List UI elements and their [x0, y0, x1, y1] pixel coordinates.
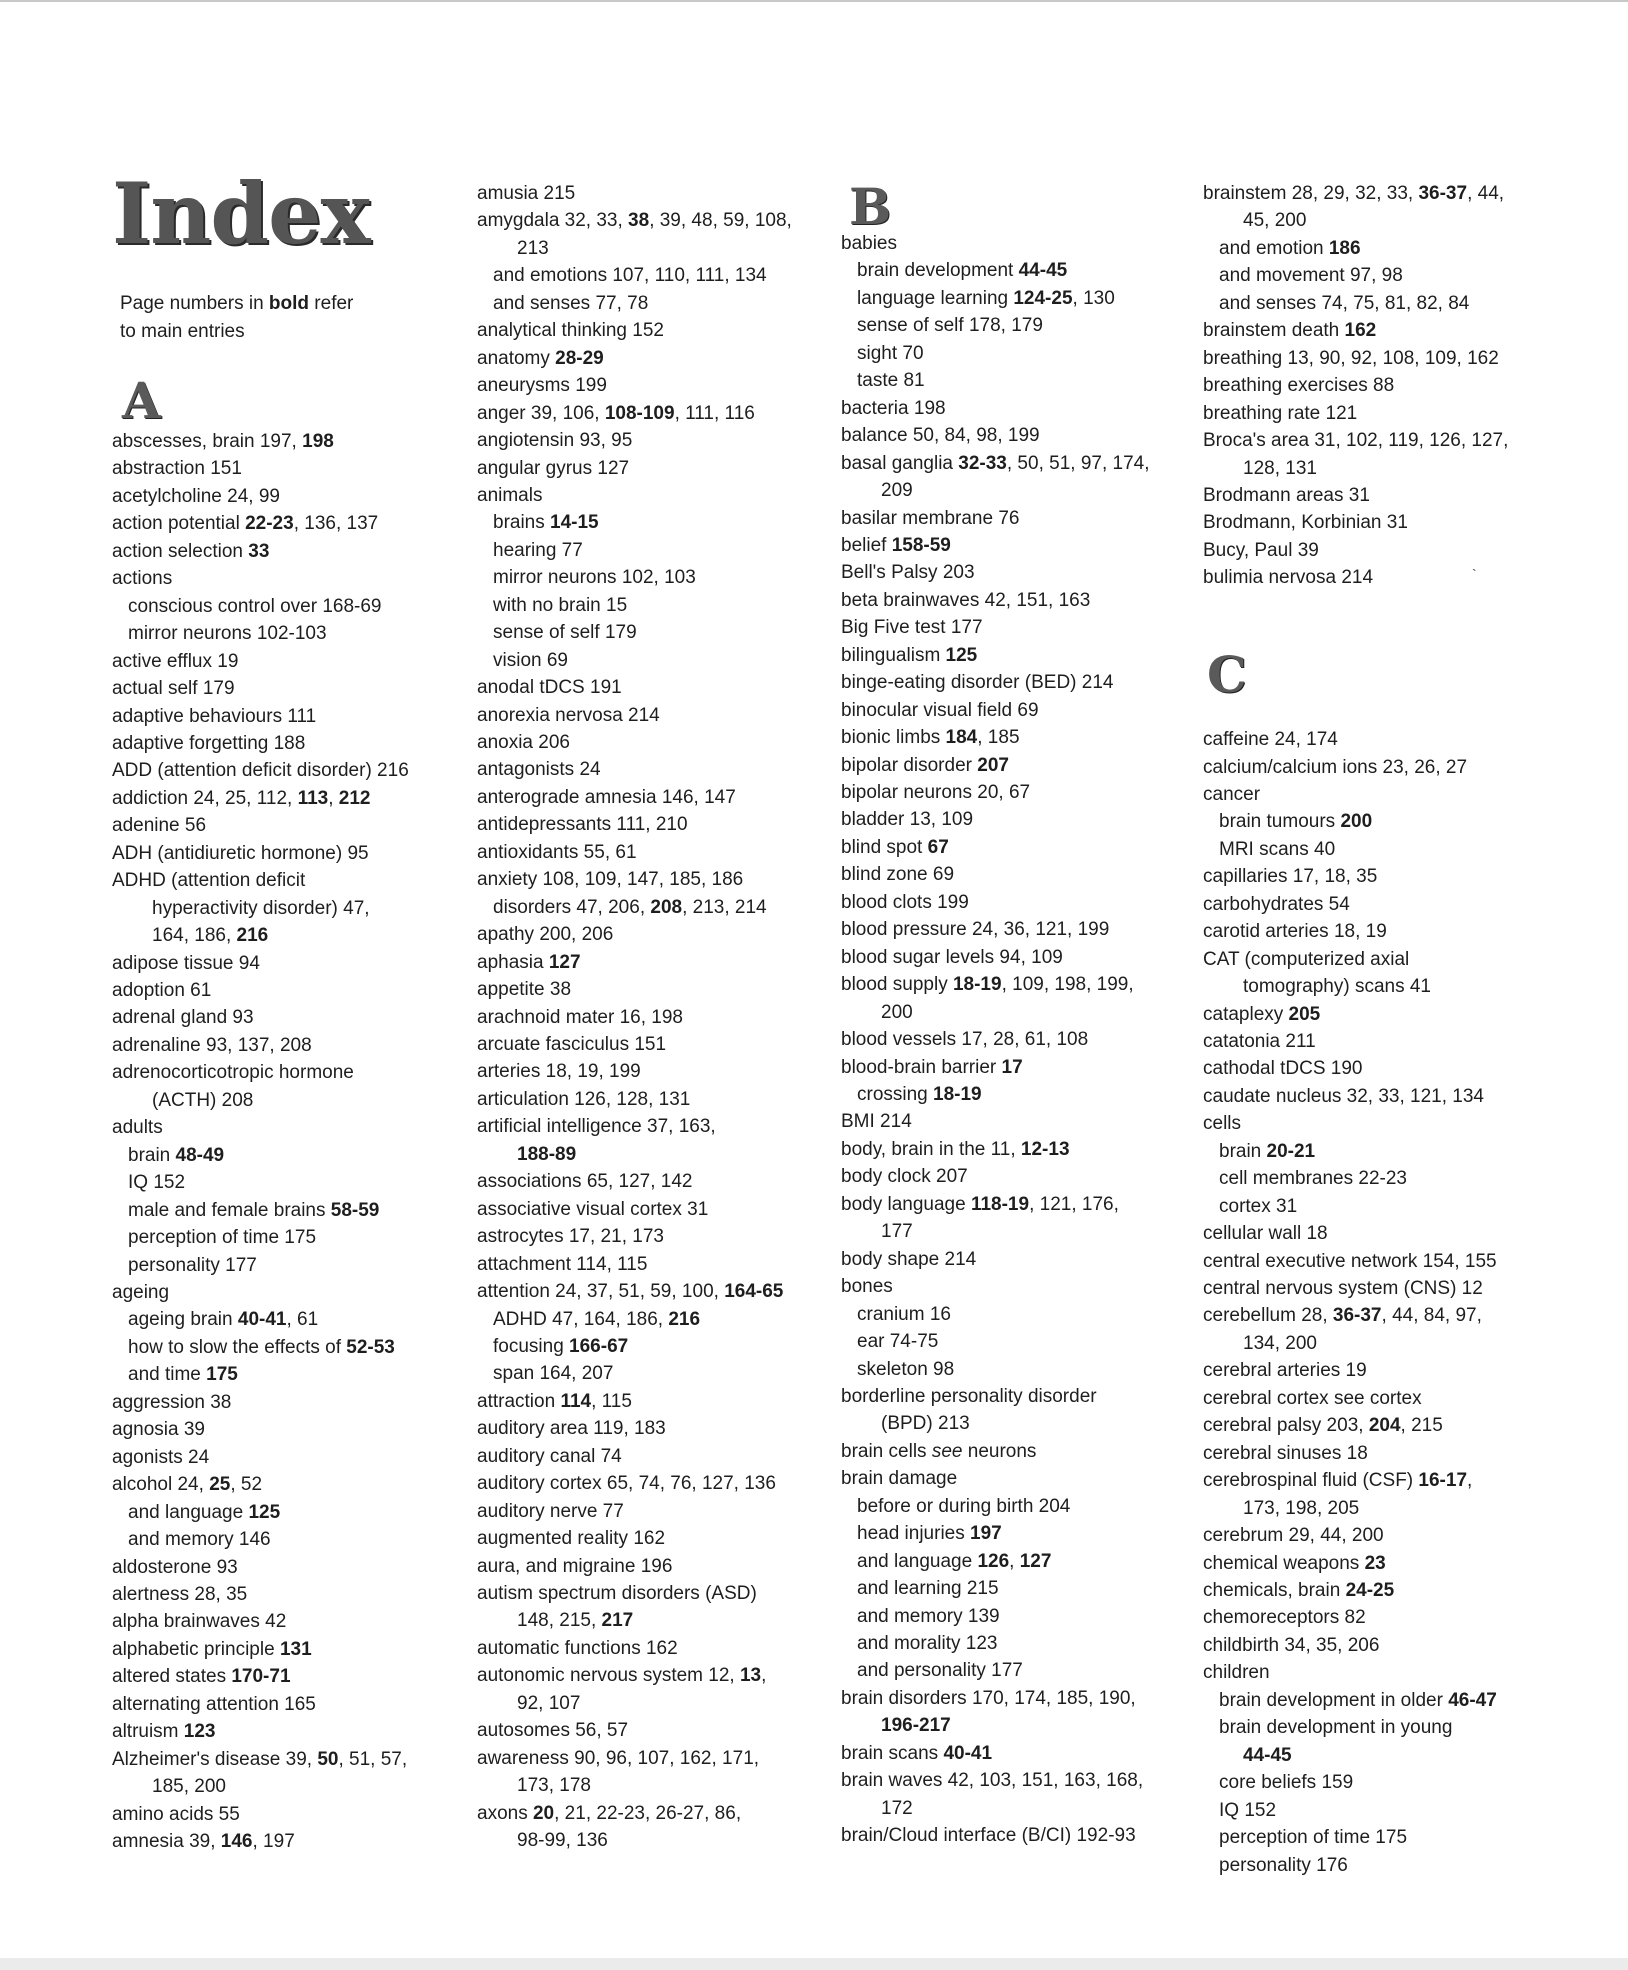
- index-entry: associations 65, 127, 142: [477, 1171, 693, 1193]
- index-entry: amnesia 39, 146, 197: [112, 1831, 295, 1852]
- index-entry: ADHD 47, 164, 186, 216: [493, 1308, 701, 1330]
- index-entry: calcium/calcium ions 23, 26, 27: [1203, 756, 1468, 778]
- index-entry: and memory 146: [128, 1529, 271, 1550]
- index-entry: children: [1203, 1662, 1270, 1684]
- index-entry: sense of self 178, 179: [857, 315, 1043, 337]
- index-entry: Bucy, Paul 39: [1203, 539, 1319, 561]
- index-entry: brainstem death 162: [1203, 320, 1377, 342]
- index-entry: associative visual cortex 31: [477, 1198, 709, 1220]
- index-entry: 213: [517, 237, 549, 259]
- index-entry: agonists 24: [112, 1446, 210, 1468]
- index-entry: blood pressure 24, 36, 121, 199: [841, 919, 1110, 941]
- index-entry: brain development in older 46-47: [1219, 1689, 1497, 1711]
- index-entry: blood sugar levels 94, 109: [841, 946, 1063, 968]
- index-entry: automatic functions 162: [477, 1637, 678, 1659]
- index-entry: carbohydrates 54: [1203, 893, 1350, 915]
- index-entry: tomography) scans 41: [1243, 976, 1431, 997]
- index-entry: and morality 123: [857, 1633, 998, 1654]
- index-entry: basilar membrane 76: [841, 507, 1020, 529]
- index-entry: 185, 200: [152, 1776, 226, 1797]
- index-entry: BMI 214: [841, 1111, 912, 1133]
- index-entry: body shape 214: [841, 1248, 977, 1270]
- index-entry: agnosia 39: [112, 1419, 205, 1441]
- index-entry: angiotensin 93, 95: [477, 430, 633, 451]
- index-entry: cerebral palsy 203, 204, 215: [1203, 1415, 1443, 1437]
- index-entry: binocular visual field 69: [841, 699, 1039, 721]
- index-entry: binge-eating disorder (BED) 214: [841, 672, 1114, 694]
- index-entry: brain scans 40-41: [841, 1742, 993, 1764]
- index-entry: crossing 18-19: [857, 1083, 982, 1105]
- index-entry: 98-99, 136: [517, 1830, 608, 1851]
- index-entry: blood vessels 17, 28, 61, 108: [841, 1029, 1089, 1050]
- index-entry: caffeine 24, 174: [1203, 729, 1338, 750]
- index-entry: body clock 207: [841, 1166, 968, 1188]
- index-entry: amusia 215: [477, 183, 576, 204]
- index-entry: adoption 61: [112, 980, 212, 1001]
- index-entry: Broca's area 31, 102, 119, 126, 127,: [1203, 430, 1509, 451]
- index-entry: 164, 186, 216: [152, 925, 269, 947]
- index-entry: action selection 33: [112, 540, 270, 562]
- index-entry: (BPD) 213: [881, 1413, 970, 1435]
- index-entry: auditory nerve 77: [477, 1500, 624, 1522]
- index-entry: alpha brainwaves 42: [112, 1611, 287, 1633]
- index-entry: anterograde amnesia 146, 147: [477, 786, 736, 808]
- index-entry: babies: [841, 233, 897, 254]
- index-entry: brain development in young: [1219, 1717, 1453, 1739]
- index-entry: and memory 139: [857, 1605, 1000, 1627]
- index-entry: chemicals, brain 24-25: [1203, 1579, 1395, 1601]
- index-entry: attention 24, 37, 51, 59, 100, 164-65: [477, 1281, 784, 1302]
- index-entry: and personality 177: [857, 1660, 1023, 1682]
- index-entry: sense of self 179: [493, 622, 637, 644]
- index-entry: cells: [1203, 1113, 1242, 1135]
- index-entry: animals: [477, 484, 543, 506]
- index-entry: IQ 152: [128, 1172, 186, 1194]
- index-entry: axons 20, 21, 22-23, 26-27, 86,: [477, 1802, 742, 1824]
- index-entry: ageing: [112, 1281, 170, 1303]
- index-entry: and learning 215: [857, 1578, 999, 1599]
- index-entry: aphasia 127: [477, 951, 581, 973]
- index-entry: head injuries 197: [857, 1523, 1002, 1545]
- index-entry: blood clots 199: [841, 891, 969, 913]
- index-entry: childbirth 34, 35, 206: [1203, 1634, 1380, 1656]
- index-entry: adaptive forgetting 188: [112, 733, 306, 754]
- index-entry: altered states 170-71: [112, 1666, 291, 1688]
- index-entry: arcuate fasciculus 151: [477, 1033, 667, 1055]
- index-entry: and senses 77, 78: [493, 292, 649, 314]
- index-entry: body, brain in the 11, 12-13: [841, 1138, 1070, 1160]
- index-entry: auditory cortex 65, 74, 76, 127, 136: [477, 1473, 776, 1495]
- index-entry: and movement 97, 98: [1219, 265, 1403, 287]
- top-rule: [0, 0, 1628, 2]
- index-entry: antioxidants 55, 61: [477, 841, 637, 863]
- index-entry: how to slow the effects of 52-53: [128, 1336, 395, 1358]
- index-entry: altruism 123: [112, 1721, 216, 1743]
- index-entry: adenine 56: [112, 815, 207, 837]
- index-entry: adults: [112, 1117, 163, 1139]
- index-entry: vision 69: [493, 649, 568, 671]
- index-entry: alertness 28, 35: [112, 1583, 248, 1605]
- index-entry: autonomic nervous system 12, 13,: [477, 1665, 767, 1687]
- index-entry: astrocytes 17, 21, 173: [477, 1226, 664, 1248]
- index-entry: 188-89: [517, 1143, 577, 1165]
- index-entry: cortex 31: [1219, 1195, 1298, 1217]
- index-entry: disorders 47, 206, 208, 213, 214: [493, 896, 767, 918]
- index-entry: ADHD (attention deficit: [112, 870, 306, 892]
- index-entry: arteries 18, 19, 199: [477, 1061, 641, 1083]
- index-entry: bacteria 198: [841, 397, 946, 419]
- index-entry: bipolar disorder 207: [841, 754, 1009, 776]
- index-entry: autosomes 56, 57: [477, 1720, 629, 1742]
- index-entry: 128, 131: [1243, 457, 1317, 479]
- index-entry: mirror neurons 102, 103: [493, 567, 696, 589]
- index-entry: aneurysms 199: [477, 375, 607, 397]
- index-entry: apathy 200, 206: [477, 924, 614, 946]
- index-entry: bones: [841, 1276, 893, 1298]
- index-entry: blood-brain barrier 17: [841, 1056, 1023, 1078]
- index-entry: 200: [881, 1001, 913, 1023]
- index-entry: ADH (antidiuretic hormone) 95: [112, 842, 369, 864]
- index-entry: and emotion 186: [1219, 237, 1361, 259]
- index-entry: core beliefs 159: [1219, 1772, 1354, 1794]
- index-entry: 148, 215, 217: [517, 1610, 634, 1632]
- index-entry: anxiety 108, 109, 147, 185, 186: [477, 869, 744, 891]
- index-entry: Brodmann, Korbinian 31: [1203, 512, 1408, 534]
- index-entry: 173, 178: [517, 1775, 591, 1797]
- index-entry: aura, and migraine 196: [477, 1555, 673, 1577]
- page-title: Index: [112, 164, 370, 263]
- index-entry: aldosterone 93: [112, 1556, 238, 1578]
- index-entry: language learning 124-25, 130: [857, 287, 1115, 309]
- index-entry: auditory canal 74: [477, 1445, 622, 1467]
- index-entry: bionic limbs 184, 185: [841, 727, 1020, 749]
- index-entry: breathing rate 121: [1203, 402, 1358, 424]
- index-entry: conscious control over 168-69: [128, 595, 382, 617]
- index-entry: autism spectrum disorders (ASD): [477, 1583, 757, 1604]
- index-entry: taste 81: [857, 370, 925, 392]
- index-entry: (ACTH) 208: [152, 1089, 254, 1111]
- index-entry: artificial intelligence 37, 163,: [477, 1116, 716, 1138]
- index-entry: brain 48-49: [128, 1144, 225, 1166]
- index-entry: augmented reality 162: [477, 1528, 666, 1549]
- index-entry: 92, 107: [517, 1692, 581, 1714]
- index-entry: body language 118-19, 121, 176,: [841, 1193, 1119, 1215]
- index-entry: auditory area 119, 183: [477, 1418, 666, 1440]
- index-entry: Brodmann areas 31: [1203, 484, 1370, 506]
- index-entry: focusing 166-67: [493, 1335, 629, 1357]
- index-entry: antidepressants 111, 210: [477, 814, 688, 836]
- index-entry: brain waves 42, 103, 151, 163, 168,: [841, 1770, 1144, 1792]
- index-entry: hearing 77: [493, 539, 583, 561]
- index-entry: belief 158-59: [841, 535, 951, 556]
- index-entry: cathodal tDCS 190: [1203, 1058, 1363, 1080]
- index-entry: cerebral cortex see cortex: [1203, 1387, 1422, 1409]
- index-entry: abscesses, brain 197, 198: [112, 431, 334, 452]
- index-entry: MRI scans 40: [1219, 838, 1336, 860]
- index-entry: beta brainwaves 42, 151, 163: [841, 589, 1091, 611]
- index-entry: before or during birth 204: [857, 1495, 1071, 1517]
- index-entry: acetylcholine 24, 99: [112, 485, 280, 507]
- index-entry: action potential 22-23, 136, 137: [112, 513, 379, 535]
- index-entry: analytical thinking 152: [477, 320, 664, 342]
- index-entry: brain development 44-45: [857, 260, 1068, 282]
- index-entry: bipolar neurons 20, 67: [841, 782, 1031, 803]
- index-entry: amygdala 32, 33, 38, 39, 48, 59, 108,: [477, 210, 792, 232]
- index-entry: cell membranes 22-23: [1219, 1168, 1407, 1190]
- index-entry: anoxia 206: [477, 732, 570, 753]
- index-entry: chemoreceptors 82: [1203, 1607, 1366, 1629]
- index-entry: ear 74-75: [857, 1331, 939, 1352]
- index-entry: arachnoid mater 16, 198: [477, 1006, 683, 1028]
- index-entry: blind spot 67: [841, 836, 949, 858]
- index-entry: cerebellum 28, 36-37, 44, 84, 97,: [1203, 1305, 1482, 1327]
- index-entry: anodal tDCS 191: [477, 677, 622, 699]
- index-entry: 209: [881, 480, 913, 501]
- index-entry: and language 126, 127: [857, 1550, 1052, 1572]
- index-entry: appetite 38: [477, 979, 572, 1000]
- index-entry: borderline personality disorder: [841, 1385, 1097, 1407]
- intro-note: Page numbers in bold refer to main entries: [120, 293, 354, 342]
- index-entry: actions: [112, 568, 173, 590]
- index-entry: 44-45: [1243, 1744, 1292, 1766]
- section-letter-c: C: [1207, 645, 1247, 704]
- index-entry: central nervous system (CNS) 12: [1203, 1278, 1483, 1299]
- index-entry: cerebrum 29, 44, 200: [1203, 1525, 1384, 1546]
- index-entry: caudate nucleus 32, 33, 121, 134: [1203, 1085, 1485, 1107]
- index-entry: cataplexy 205: [1203, 1003, 1321, 1025]
- index-entry: span 164, 207: [493, 1363, 614, 1385]
- index-entry: bulimia nervosa 214: [1203, 567, 1374, 589]
- index-entry: breathing exercises 88: [1203, 375, 1395, 397]
- index-entry: brain tumours 200: [1219, 811, 1373, 833]
- index-entry: and emotions 107, 110, 111, 134: [493, 265, 767, 287]
- index-entry: bilingualism 125: [841, 644, 978, 666]
- index-entry: alternating attention 165: [112, 1693, 316, 1715]
- index-entry: mirror neurons 102-103: [128, 623, 327, 645]
- index-entry: cerebral sinuses 18: [1203, 1442, 1368, 1464]
- index-entry: addiction 24, 25, 112, 113, 212: [112, 787, 371, 809]
- index-entry: cerebral arteries 19: [1203, 1360, 1367, 1382]
- index-entry: carotid arteries 18, 19: [1203, 921, 1387, 943]
- index-entry: adrenocorticotropic hormone: [112, 1062, 354, 1084]
- index-entry: hyperactivity disorder) 47,: [152, 897, 370, 919]
- index-entry: Alzheimer's disease 39, 50, 51, 57,: [112, 1748, 408, 1770]
- index-entry: brain 20-21: [1219, 1140, 1316, 1162]
- index-entry: 45, 200: [1243, 210, 1307, 232]
- index-entry: and senses 74, 75, 81, 82, 84: [1219, 292, 1470, 314]
- index-entry: breathing 13, 90, 92, 108, 109, 162: [1203, 347, 1499, 369]
- index-entry: active efflux 19: [112, 650, 239, 672]
- index-entry: 172: [881, 1797, 913, 1819]
- index-entry: CAT (computerized axial: [1203, 948, 1410, 970]
- index-entry: antagonists 24: [477, 759, 601, 781]
- index-entry: articulation 126, 128, 131: [477, 1088, 691, 1110]
- index-entry: anatomy 28-29: [477, 347, 604, 369]
- index-entry: bladder 13, 109: [841, 809, 974, 831]
- index-entry: attraction 114, 115: [477, 1390, 632, 1412]
- index-entry: brain disorders 170, 174, 185, 190,: [841, 1687, 1136, 1709]
- index-entry: adrenaline 93, 137, 208: [112, 1034, 312, 1056]
- section-letter-a: A: [122, 371, 161, 430]
- index-entry: angular gyrus 127: [477, 457, 630, 479]
- index-entry: brains 14-15: [493, 512, 599, 534]
- index-entry: perception of time 175: [128, 1227, 317, 1248]
- index-entry: amino acids 55: [112, 1803, 240, 1825]
- index-entry: 196-217: [881, 1715, 951, 1737]
- index-entry: alcohol 24, 25, 52: [112, 1474, 263, 1496]
- index-entry: central executive network 154, 155: [1203, 1250, 1497, 1272]
- index-entry: brainstem 28, 29, 32, 33, 36-37, 44,: [1203, 183, 1505, 204]
- index-entry: with no brain 15: [493, 594, 628, 616]
- index-entry: awareness 90, 96, 107, 162, 171,: [477, 1747, 760, 1769]
- index-entry: cerebrospinal fluid (CSF) 16-17,: [1203, 1470, 1473, 1492]
- index-entry: cranium 16: [857, 1303, 951, 1325]
- index-entry: ageing brain 40-41, 61: [128, 1309, 319, 1331]
- index-entry: IQ 152: [1219, 1799, 1277, 1821]
- index-entry: aggression 38: [112, 1391, 232, 1413]
- index-entry: brain cells see neurons: [841, 1440, 1037, 1462]
- index-entry: skeleton 98: [857, 1358, 955, 1380]
- index-entry: blood supply 18-19, 109, 198, 199,: [841, 974, 1134, 996]
- index-entry: and language 125: [128, 1501, 281, 1523]
- index-entry: brain/Cloud interface (B/CI) 192-93: [841, 1825, 1136, 1847]
- index-entry: anorexia nervosa 214: [477, 704, 660, 726]
- index-entry: cancer: [1203, 783, 1261, 805]
- index-entry: 173, 198, 205: [1243, 1497, 1360, 1519]
- index-entry: adrenal gland 93: [112, 1007, 254, 1029]
- index-entry: and time 175: [128, 1364, 238, 1386]
- bottom-edge: [0, 1958, 1628, 1970]
- index-entry: balance 50, 84, 98, 199: [841, 425, 1040, 447]
- index-entry: 177: [881, 1221, 913, 1243]
- index-entry: Bell's Palsy 203: [841, 562, 975, 584]
- stray-mark: `: [1472, 566, 1477, 582]
- index-entry: chemical weapons 23: [1203, 1552, 1386, 1574]
- index-entry: personality 177: [128, 1254, 257, 1276]
- index-entry: adaptive behaviours 111: [112, 705, 317, 727]
- index-entry: 134, 200: [1243, 1332, 1317, 1354]
- index-entry: abstraction 151: [112, 458, 242, 480]
- section-letter-b: B: [849, 177, 892, 236]
- index-entry: personality 176: [1219, 1854, 1348, 1876]
- index-entry: adipose tissue 94: [112, 952, 260, 974]
- index-entry: brain damage: [841, 1468, 958, 1490]
- index-entry: sight 70: [857, 342, 924, 364]
- index-entry: cellular wall 18: [1203, 1223, 1328, 1245]
- index-entry: ADD (attention deficit disorder) 216: [112, 760, 409, 782]
- index-entry: catatonia 211: [1203, 1031, 1316, 1052]
- index-entry: attachment 114, 115: [477, 1253, 648, 1275]
- index-entry: anger 39, 106, 108-109, 111, 116: [477, 402, 755, 424]
- index-entry: blind zone 69: [841, 864, 955, 886]
- index-entry: perception of time 175: [1219, 1827, 1408, 1848]
- index-entry: basal ganglia 32-33, 50, 51, 97, 174,: [841, 452, 1150, 474]
- index-entry: male and female brains 58-59: [128, 1199, 380, 1221]
- index-entry: Big Five test 177: [841, 617, 983, 639]
- index-entry: alphabetic principle 131: [112, 1638, 312, 1660]
- index-entry: capillaries 17, 18, 35: [1203, 866, 1378, 888]
- index-entry: actual self 179: [112, 678, 235, 699]
